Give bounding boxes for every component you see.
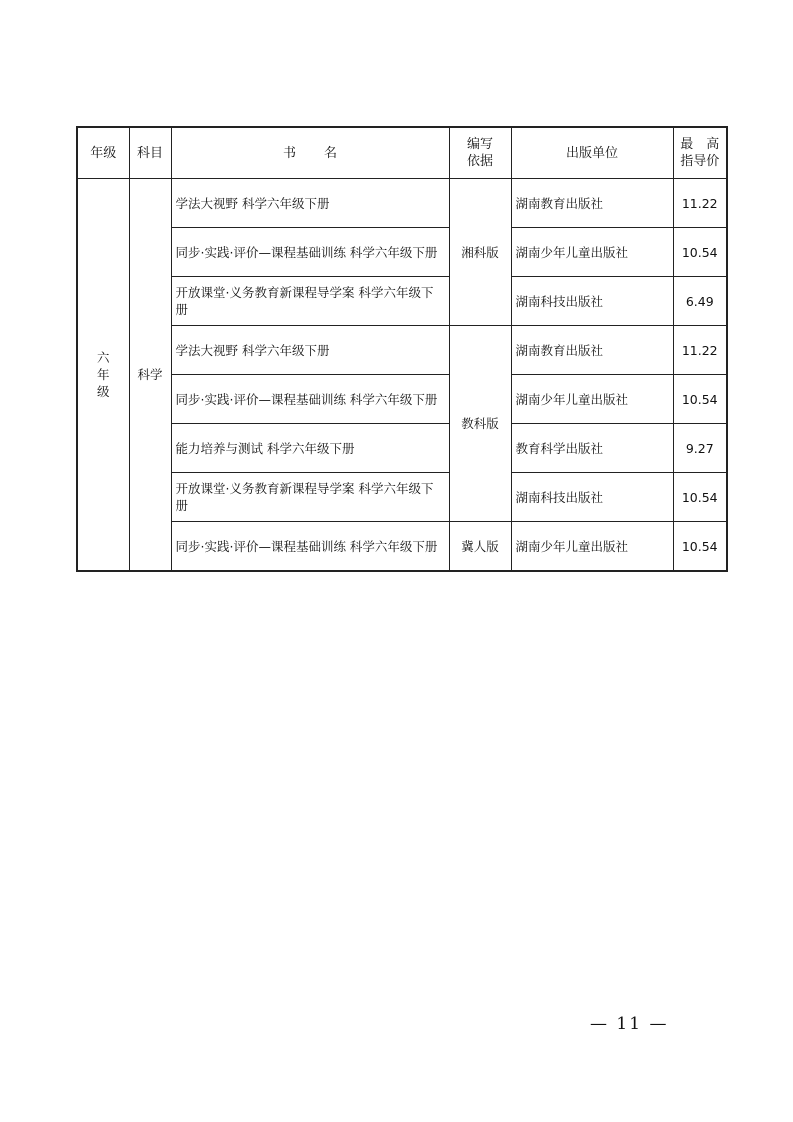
- book-title: 学法大视野 科学六年级下册: [171, 326, 449, 375]
- table-row: [77, 228, 727, 277]
- grade-text: 六年级: [96, 350, 110, 399]
- grade-cell: [77, 179, 129, 572]
- header-title-char1: 书: [282, 145, 296, 161]
- table-row: [77, 375, 727, 424]
- publisher-cell: 湖南少年儿童出版社: [511, 522, 673, 572]
- table-row: [77, 522, 727, 572]
- publisher-cell: 湖南教育出版社: [511, 326, 673, 375]
- table-row: [77, 326, 727, 375]
- header-basis-line2: 依据: [466, 154, 493, 169]
- book-title: 学法大视野 科学六年级下册: [171, 179, 449, 228]
- price-cell: 6.49: [673, 277, 727, 326]
- publisher-cell: 教育科学出版社: [511, 424, 673, 473]
- page-number: — 11 —: [590, 1014, 669, 1034]
- price-cell: 9.27: [673, 424, 727, 473]
- price-cell: 10.54: [673, 473, 727, 522]
- textbook-price-table: [76, 126, 728, 572]
- header-grade: 年级: [77, 127, 129, 179]
- header-basis-line1: 编写: [466, 137, 493, 152]
- header-price-line1: 最 高: [680, 137, 720, 152]
- basis-cell-jiren: 冀人版: [449, 522, 511, 572]
- table-row: [77, 277, 727, 326]
- book-title: 能力培养与测试 科学六年级下册: [171, 424, 449, 473]
- basis-cell-jiaoke: 教科版: [449, 326, 511, 522]
- publisher-cell: 湖南少年儿童出版社: [511, 375, 673, 424]
- publisher-cell: 湖南科技出版社: [511, 473, 673, 522]
- header-publisher: 出版单位: [511, 127, 673, 179]
- price-cell: 10.54: [673, 522, 727, 572]
- header-price-line2: 指导价: [680, 154, 720, 169]
- publisher-cell: 湖南教育出版社: [511, 179, 673, 228]
- price-cell: 10.54: [673, 228, 727, 277]
- book-title: 同步·实践·评价—课程基础训练 科学六年级下册: [171, 522, 449, 572]
- header-title: [171, 127, 449, 179]
- table-row: [77, 179, 727, 228]
- book-title: 同步·实践·评价—课程基础训练 科学六年级下册: [171, 228, 449, 277]
- header-title-char2: 名: [324, 145, 338, 161]
- price-cell: 10.54: [673, 375, 727, 424]
- price-cell: 11.22: [673, 326, 727, 375]
- price-cell: 11.22: [673, 179, 727, 228]
- header-basis: [449, 127, 511, 179]
- book-title: 开放课堂·义务教育新课程导学案 科学六年级下册: [171, 473, 449, 522]
- publisher-cell: 湖南科技出版社: [511, 277, 673, 326]
- basis-cell-xiangke: 湘科版: [449, 179, 511, 326]
- header-price: [673, 127, 727, 179]
- table-header-row: [77, 127, 727, 179]
- table-row: [77, 473, 727, 522]
- subject-cell: 科学: [129, 179, 171, 572]
- publisher-cell: 湖南少年儿童出版社: [511, 228, 673, 277]
- table-row: [77, 424, 727, 473]
- header-subject: 科目: [129, 127, 171, 179]
- book-title: 同步·实践·评价—课程基础训练 科学六年级下册: [171, 375, 449, 424]
- book-title: 开放课堂·义务教育新课程导学案 科学六年级下册: [171, 277, 449, 326]
